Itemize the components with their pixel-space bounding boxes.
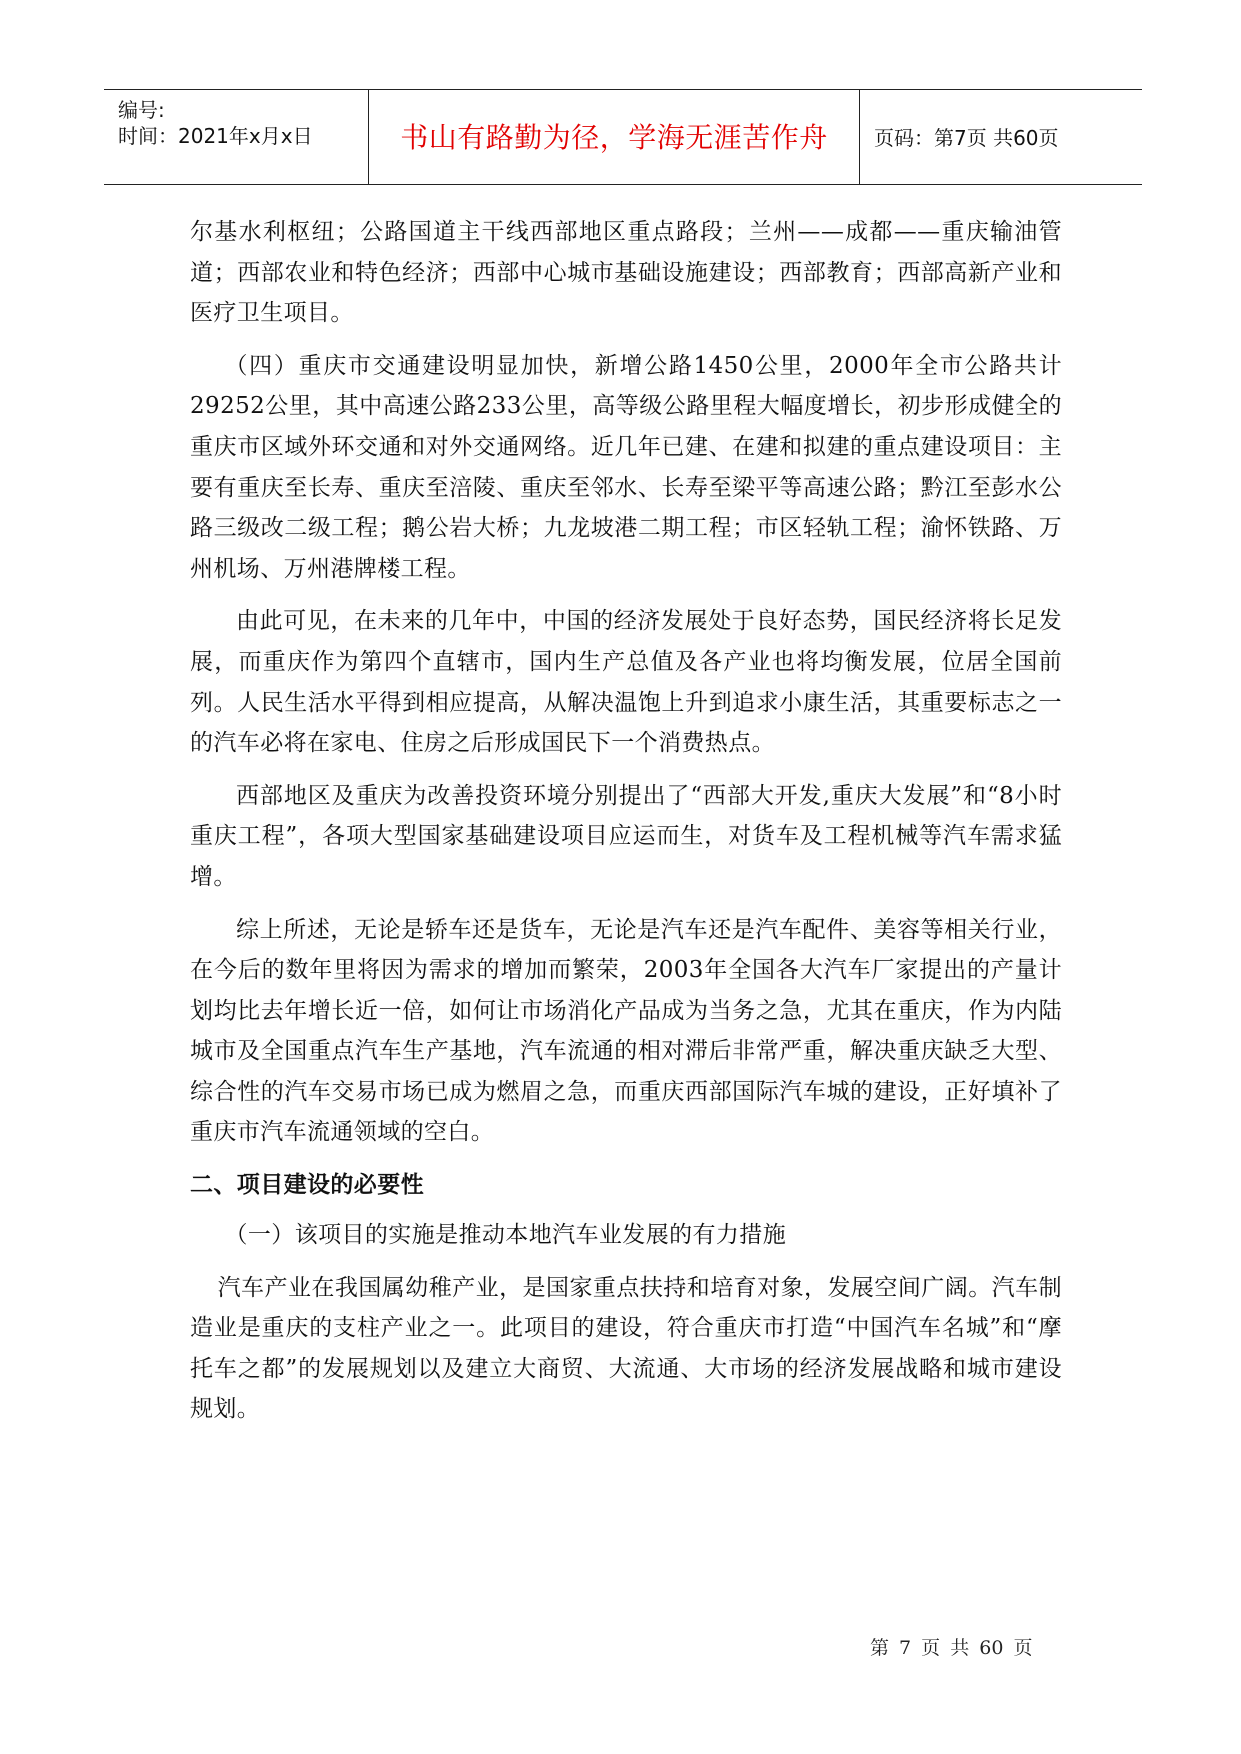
page-footer: 第 7 页 共 60 页 xyxy=(870,1637,1033,1659)
header-motto-cell xyxy=(368,90,860,184)
paragraph-summary: 综上所述，无论是轿车还是货车，无论是汽车还是汽车配件、美容等相关行业，在今后的数年里将因为需求的增加而繁荣，2003年全国各大汽车厂家提出的产量计划均比去年增长近一倍，如何让市场消化产品成为当务之急，尤其在重庆，作为内陆城市及全国重点汽车生产基地，汽车流通的相对滞后非常严重，解决重庆缺乏大型、综合性的汽车交易市场已成为燃眉之急，而重庆西部国际汽车城的建设，正好填补了重庆市汽车流通领域的空白。 xyxy=(190,916,1062,1146)
section-heading: 二、项目建设的必要性 xyxy=(190,1172,424,1199)
document-time-label: 时间：2021年x月x日 xyxy=(118,124,313,148)
header-motto: 书山有路勤为径，学海无涯苦作舟 xyxy=(400,121,828,154)
paragraph-investment: 西部地区及重庆为改善投资环境分别提出了“西部大开发,重庆大发展”和“8小时重庆工程”，各项大型国家基础建设项目应运而生，对货车及工程机械等汽车需求猛增。 xyxy=(190,782,1062,890)
header-page-cell xyxy=(860,90,1142,184)
paragraph-economy: 由此可见，在未来的几年中，中国的经济发展处于良好态势，国民经济将长足发展，而重庆作为第四个直辖市，国内生产总值及各产业也将均衡发展，位居全国前列。人民生活水平得到相应提高，从解决温饱上升到追求小康生活，其重要标志之一的汽车必将在家电、住房之后形成国民下一个消费热点。 xyxy=(190,608,1062,757)
paragraph-traffic: （四）重庆市交通建设明显加快，新增公路1450公里，2000年全市公路共计29252公里，其中高速公路233公里，高等级公路里程大幅度增长，初步形成健全的重庆市区域外环交通和对外交通网络。近几年已建、在建和拟建的重点建设项目：主要有重庆至长寿、重庆至涪陵、重庆至邻水、长寿至梁平等高速公路；黔江至彭水公路三级改二级工程；鹅公岩大桥；九龙坡港二期工程；市区轻轨工程；渝怀铁路、万州机场、万州港牌楼工程。 xyxy=(190,352,1062,582)
header-page-info: 页码：第7页 共60页 xyxy=(874,126,1059,150)
document-number-label: 编号: xyxy=(118,98,165,122)
paragraph-necessity: 汽车产业在我国属幼稚产业，是国家重点扶持和培育对象，发展空间广阔。汽车制造业是重庆的支柱产业之一。此项目的建设，符合重庆市打造“中国汽车名城”和“摩托车之都”的发展规划以及建立大商贸、大流通、大市场的经济发展战略和城市建设规划。 xyxy=(190,1274,1062,1423)
subsection-heading: （一）该项目的实施是推动本地汽车业发展的有力措施 xyxy=(224,1222,787,1249)
paragraph-continuation: 尔基水利枢纽；公路国道主干线西部地区重点路段；兰州——成都——重庆输油管道；西部农业和特色经济；西部中心城市基础设施建设；西部教育；西部高新产业和医疗卫生项目。 xyxy=(190,219,1062,327)
document-body xyxy=(190,212,1062,1442)
header-meta-cell xyxy=(104,90,368,184)
page-header xyxy=(104,89,1142,185)
